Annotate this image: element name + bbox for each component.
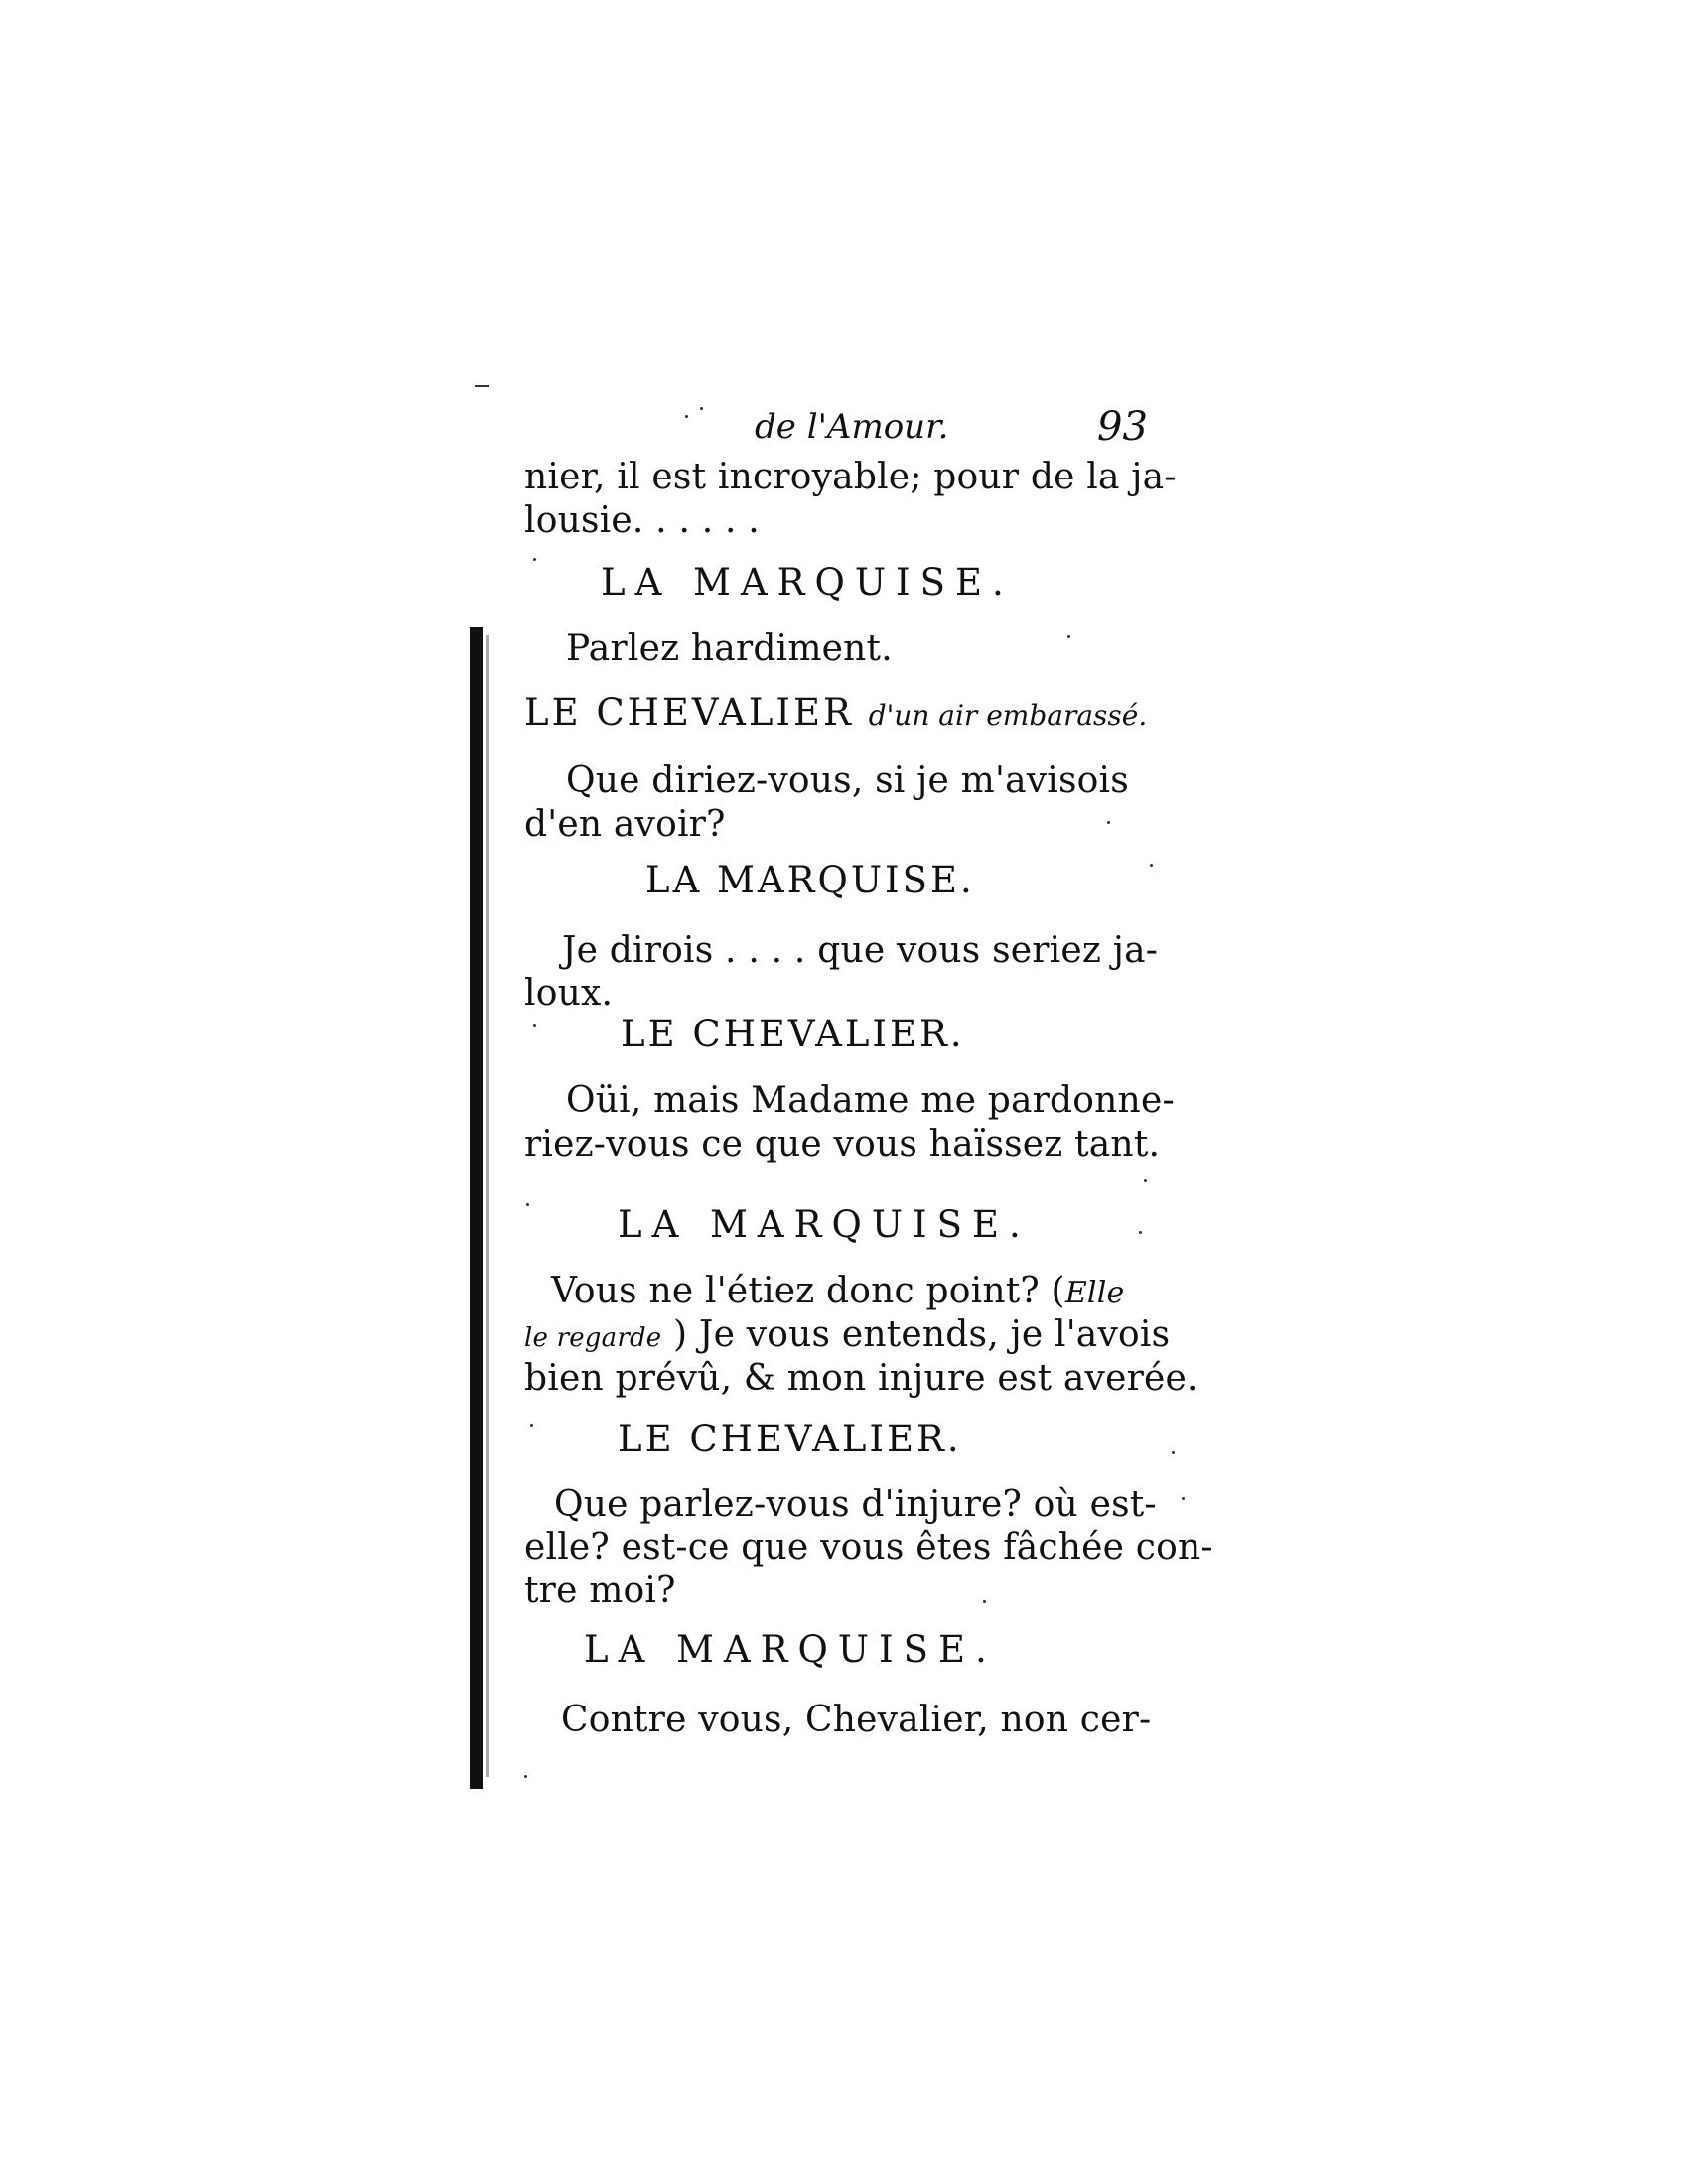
text-line: Parlez hardiment. [566,628,893,669]
print-speck [1172,1451,1175,1454]
print-speck [475,385,489,387]
print-speck [1150,864,1153,867]
text-line: Je dirois . . . . que vous seriez ja- [562,930,1159,971]
text-line: bien prévû, & mon injure est averée. [524,1358,1198,1399]
speaker-heading: LA MARQUISE. [601,561,1014,604]
print-speck [685,415,688,418]
print-speck [530,1424,533,1427]
text-line [551,1271,1124,1314]
text-line: d'en avoir? [524,804,726,845]
text-line: elle? est-ce que vous êtes fâchée con- [524,1527,1213,1568]
print-speck [1182,1497,1185,1500]
text-line [524,1314,1170,1359]
page-number: 93 [1097,404,1148,450]
print-speck [533,1024,536,1027]
binding-shadow [486,635,489,1777]
print-speck [700,407,703,410]
print-speck [1144,1179,1147,1182]
stage-direction: le regarde [524,1323,662,1353]
text-line: Oüi, mais Madame me pardonne- [566,1080,1175,1121]
print-speck [983,1600,986,1603]
speaker-heading [524,691,1147,738]
text-line: tre moi? [524,1570,676,1611]
text-fragment: Vous ne l'étiez donc point? ( [551,1271,1065,1311]
print-speck [1139,1231,1142,1234]
print-speck [524,1775,527,1778]
running-title: de l'Amour. [755,407,949,447]
speaker-name: LE CHEVALIER [524,691,854,734]
speaker-heading: LA MARQUISE. [584,1628,997,1671]
text-line: lousie. . . . . . [524,500,760,541]
text-line: Que parlez-vous d'injure? où est- [554,1484,1157,1525]
print-speck [526,1203,529,1206]
text-line: nier, il est incroyable; pour de la ja- [524,457,1177,497]
text-line: loux. [524,973,614,1014]
speaker-heading: LA MARQUISE. [645,859,975,901]
print-speck [1067,635,1070,638]
text-line: Que diriez-vous, si je m'avisois [566,760,1129,801]
text-fragment: ) Je vous entends, je l'avois [673,1314,1171,1355]
text-line: Contre vous, Chevalier, non cer- [561,1700,1152,1740]
print-speck [1107,821,1110,824]
stage-direction: d'un air embarassé. [868,699,1148,732]
text-line: riez-vous ce que vous haïssez tant. [524,1124,1161,1164]
speaker-heading: LA MARQUISE. [618,1203,1031,1246]
print-speck [533,558,536,561]
speaker-heading: LE CHEVALIER. [621,1013,965,1055]
stage-direction: Elle [1064,1276,1125,1310]
binding-edge [470,627,483,1789]
speaker-heading: LE CHEVALIER. [618,1418,962,1460]
